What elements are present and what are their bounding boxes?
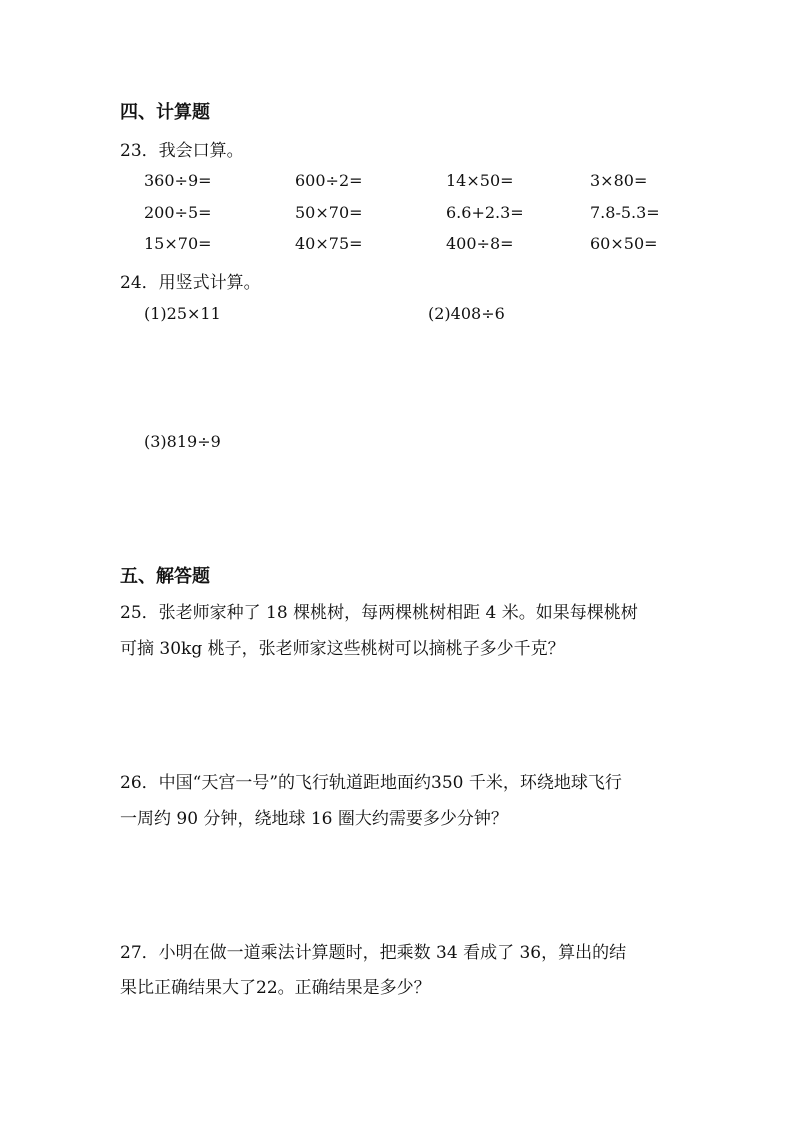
mental-math-item: 3×80= <box>590 171 648 190</box>
mental-math-item: 7.8-5.3= <box>590 203 660 222</box>
question-23-label: 23．我会口算。 <box>120 141 244 161</box>
question-27-line-2: 果比正确结果大了22。正确结果是多少？ <box>120 978 431 998</box>
mental-math-item: 50×70= <box>295 203 363 222</box>
vertical-calc-item-3: (3)819÷9 <box>144 432 221 451</box>
mental-math-item: 60×50= <box>590 234 658 253</box>
question-25-line-2: 可摘 30kg 桃子，张老师家这些桃树可以摘桃子多少千克？ <box>120 639 565 659</box>
vertical-calc-item-1: (1)25×11 <box>144 304 221 323</box>
question-26-line-2: 一周约 90 分钟，绕地球 16 圈大约需要多少分钟？ <box>120 809 508 829</box>
mental-math-item: 15×70= <box>144 234 212 253</box>
mental-math-item: 360÷9= <box>144 171 212 190</box>
mental-math-item: 14×50= <box>446 171 514 190</box>
question-26-line-1: 26．中国“天宫一号”的飞行轨道距地面约350 千米，环绕地球飞行 <box>120 773 622 793</box>
question-27-line-1: 27．小明在做一道乘法计算题时，把乘数 34 看成了 36，算出的结 <box>120 943 627 963</box>
mental-math-item: 6.6+2.3= <box>446 203 524 222</box>
mental-math-item: 400÷8= <box>446 234 514 253</box>
section-title-calculation: 四、计算题 <box>120 102 210 123</box>
mental-math-item: 600÷2= <box>295 171 363 190</box>
mental-math-item: 200÷5= <box>144 203 212 222</box>
vertical-calc-item-2: (2)408÷6 <box>428 304 505 323</box>
question-25-line-1: 25．张老师家种了 18 棵桃树，每两棵桃树相距 4 米。如果每棵桃树 <box>120 603 638 623</box>
mental-math-item: 40×75= <box>295 234 363 253</box>
section-title-word-problems: 五、解答题 <box>120 566 210 587</box>
question-24-label: 24．用竖式计算。 <box>120 273 261 293</box>
